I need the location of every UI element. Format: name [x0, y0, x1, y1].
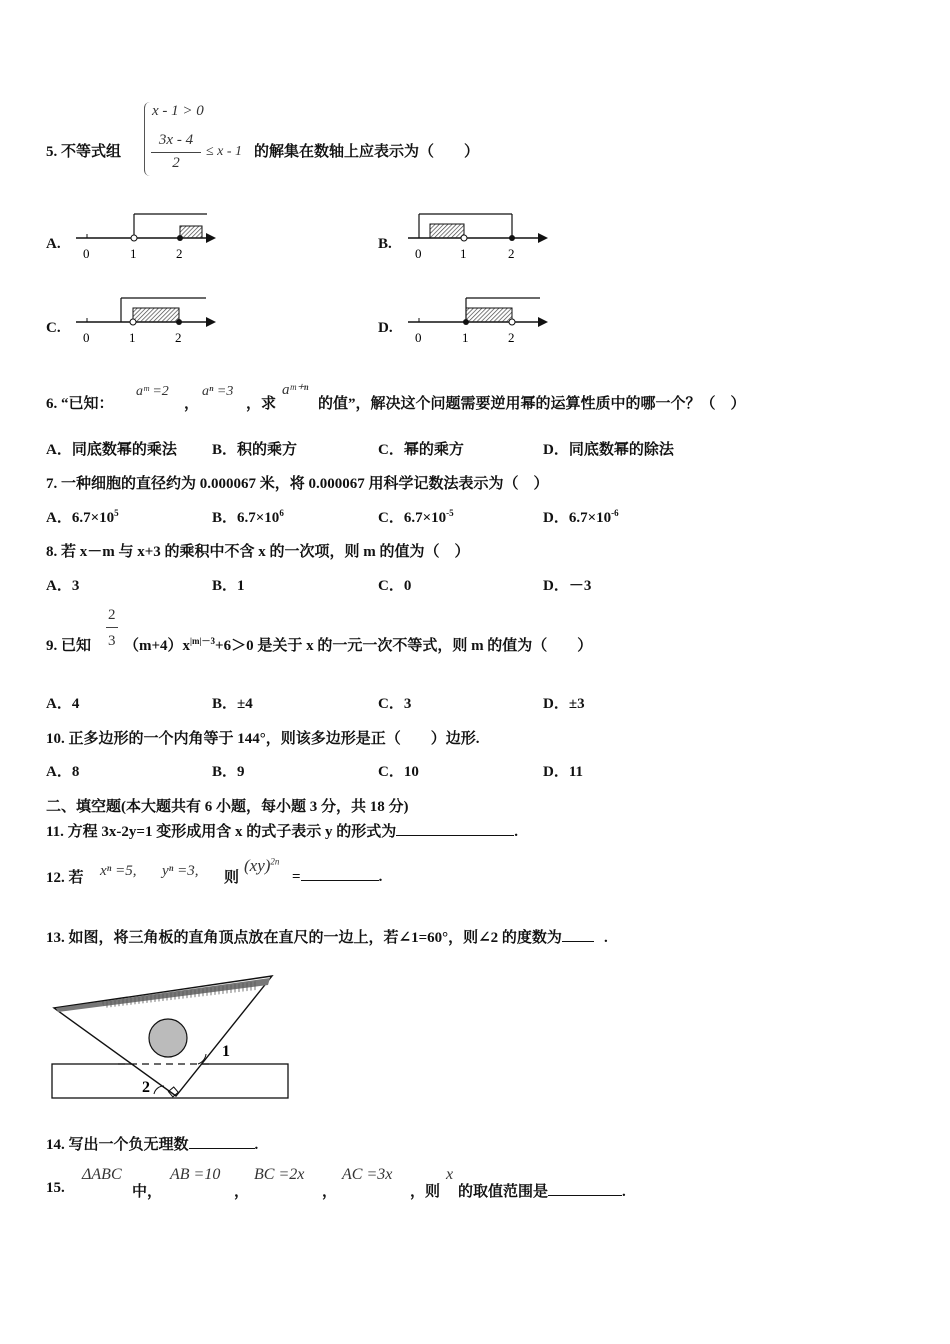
q15-math-5: x: [446, 1166, 454, 1183]
q10-text: 10. 正多边形的一个内角等于 144°，则该多边形是正（ ）边形.: [46, 731, 480, 747]
axis-arrow: [206, 233, 216, 243]
q6-math-2: aⁿ =3: [202, 384, 234, 399]
q6-comma-1: ，: [184, 396, 200, 412]
axis-arrow: [538, 233, 548, 243]
q9-frac-bar: [106, 627, 118, 628]
q8-option-d[interactable]: D．－3: [543, 578, 592, 594]
q15-text: 的取值范围是 .: [458, 1180, 626, 1201]
shaded-region: [180, 226, 202, 238]
q6-option-d[interactable]: D．同底数幂的除法: [543, 442, 674, 458]
q5-text: 5. 不等式组: [46, 144, 122, 160]
q9-body: $(m+4)x^{|m|-3}+6>0$ 是关于 x 的一元一次不等式，则 m 的值为（ ）: [124, 636, 593, 654]
q15-t2: ，: [234, 1184, 250, 1200]
tick-label: 0: [415, 330, 422, 345]
q12-answer: = .: [292, 866, 382, 886]
q6-math-3: aᵐ⁺ⁿ: [282, 382, 309, 398]
q15-math-2: AB =10: [170, 1166, 221, 1183]
q7-option-c[interactable]: C．$6.7\times 10^{-5}$: [378, 508, 454, 526]
q5-option-c-numberline[interactable]: [70, 290, 225, 348]
q5-fraction-bar: [151, 152, 201, 153]
open-point: [461, 235, 467, 241]
q5-suffix: 的解集在数轴上应表示为（ ）: [254, 144, 480, 160]
q12-math-2: yⁿ =3,: [162, 863, 199, 879]
q7-option-a[interactable]: A．$6.7\times 10^5$: [46, 508, 119, 526]
q13-answer-blank[interactable]: [562, 927, 594, 942]
q15-math-1: ΔABC: [82, 1166, 122, 1183]
q5-option-a-label[interactable]: A.: [46, 236, 61, 252]
triangle-hole: [149, 1019, 187, 1057]
q8-option-b[interactable]: B．1: [212, 578, 245, 594]
q12-mid: 则: [224, 870, 240, 886]
q10-option-d[interactable]: D．11: [543, 764, 584, 780]
q10-option-b[interactable]: B．9: [212, 764, 245, 780]
tick-label: 0: [83, 330, 90, 345]
q5-option-d-numberline[interactable]: [402, 290, 557, 348]
q8-text: 8. 若 x－m 与 x+3 的乘积中不含 x 的一次项，则 m 的值为（ ）: [46, 544, 470, 560]
q5-fraction-denominator: 2: [172, 155, 180, 171]
tick-label: 1: [462, 330, 469, 345]
q5-option-a-numberline[interactable]: [70, 206, 225, 264]
q10-option-c[interactable]: C．10: [378, 764, 419, 780]
tick-label: 1: [460, 246, 467, 261]
q6-text: 6. “已知：: [46, 396, 114, 412]
q6-math-1: aᵐ =2: [136, 384, 169, 399]
q9-option-c[interactable]: C．3: [378, 696, 412, 712]
q5-system-line1: x - 1 > 0: [152, 103, 204, 119]
q14-text: 14. 写出一个负无理数 .: [46, 1133, 258, 1154]
axis-arrow: [538, 317, 548, 327]
solid-point: [177, 235, 183, 241]
q9-frac-num: 2: [108, 607, 116, 623]
q5-system-rhs: ≤ x - 1: [206, 144, 243, 159]
shaded-region: [466, 308, 512, 322]
axis-arrow: [206, 317, 216, 327]
q6-option-a[interactable]: A．同底数幂的乘法: [46, 442, 177, 458]
q5-option-b-numberline[interactable]: [402, 206, 557, 264]
open-point: [131, 235, 137, 241]
q15-t4: ，则: [410, 1184, 441, 1200]
q12-text: 12. 若: [46, 870, 84, 886]
tick-label: 1: [129, 330, 136, 345]
solid-point: [463, 319, 469, 325]
q15-t3: ，: [322, 1184, 338, 1200]
q15-math-4: AC =3x: [342, 1166, 393, 1183]
tick-label: 1: [130, 246, 137, 261]
q8-option-a[interactable]: A．3: [46, 578, 80, 594]
open-point: [509, 319, 515, 325]
tick-label: 0: [83, 246, 90, 261]
tick-label: 2: [176, 246, 183, 261]
q15-num: 15.: [46, 1180, 65, 1196]
q9-option-a[interactable]: A．4: [46, 696, 80, 712]
q15-math-3: BC =2x: [254, 1166, 305, 1183]
q9-option-b[interactable]: B．±4: [212, 696, 253, 712]
q13-text: 13. 如图，将三角板的直角顶点放在直尺的一边上，若∠1=60°，则∠2 的度数为 .: [46, 926, 608, 947]
q8-option-c[interactable]: C．0: [378, 578, 412, 594]
q6-option-b[interactable]: B．积的乘方: [212, 442, 298, 458]
q6-text-2: 的值”，解决这个问题需要逆用幂的运算性质中的哪一个？（ ）: [318, 396, 746, 412]
q11-answer-blank[interactable]: [396, 821, 514, 836]
q5-option-b-label[interactable]: B.: [378, 236, 392, 252]
q12-answer-blank[interactable]: [301, 866, 379, 881]
q11-text: 11. 方程 3x-2y=1 变形成用含 x 的式子表示 y 的形式为 .: [46, 820, 518, 841]
q7-option-d[interactable]: D．$6.7\times 10^{-6}$: [543, 508, 619, 526]
q14-answer-blank[interactable]: [189, 1134, 255, 1149]
tick-label: 2: [508, 330, 515, 345]
q6-option-c[interactable]: C．幂的乘方: [378, 442, 464, 458]
tick-label: 0: [415, 246, 422, 261]
solid-point: [509, 235, 515, 241]
q13-figure: [46, 968, 296, 1104]
q5-fraction-numerator: 3x - 4: [158, 132, 194, 148]
q5-option-d-label[interactable]: D.: [378, 320, 393, 336]
shaded-region: [133, 308, 179, 322]
shaded-region: [430, 224, 464, 238]
angle-label-1: 1: [222, 1043, 230, 1060]
open-point: [130, 319, 136, 325]
q7-text: 7. 一种细胞的直径约为 0.000067 米，将 0.000067 用科学记数法表示为（ ）: [46, 476, 549, 492]
q9-option-d[interactable]: D．±3: [543, 696, 585, 712]
q6-comma-2: ，求: [246, 396, 277, 412]
angle-label-2: 2: [142, 1079, 150, 1096]
q7-option-b[interactable]: B．$6.7\times 10^6$: [212, 508, 284, 526]
q9-frac-den: 3: [108, 633, 116, 649]
q12-math-1: xⁿ =5,: [100, 863, 137, 879]
section-title-fill-in: 二、填空题(本大题共有 6 小题，每小题 3 分，共 18 分): [46, 799, 409, 815]
solid-point: [176, 319, 182, 325]
q15-answer-blank[interactable]: [548, 1181, 622, 1196]
q10-option-a[interactable]: A．8: [46, 764, 80, 780]
q15-t1: 中，: [132, 1184, 163, 1200]
q12-math-3: (xy)$^{2n}$: [244, 856, 280, 875]
q5-option-c-label[interactable]: C.: [46, 320, 61, 336]
q9-text: 9. 已知: [46, 638, 92, 654]
tick-label: 2: [175, 330, 182, 345]
tick-label: 2: [508, 246, 515, 261]
